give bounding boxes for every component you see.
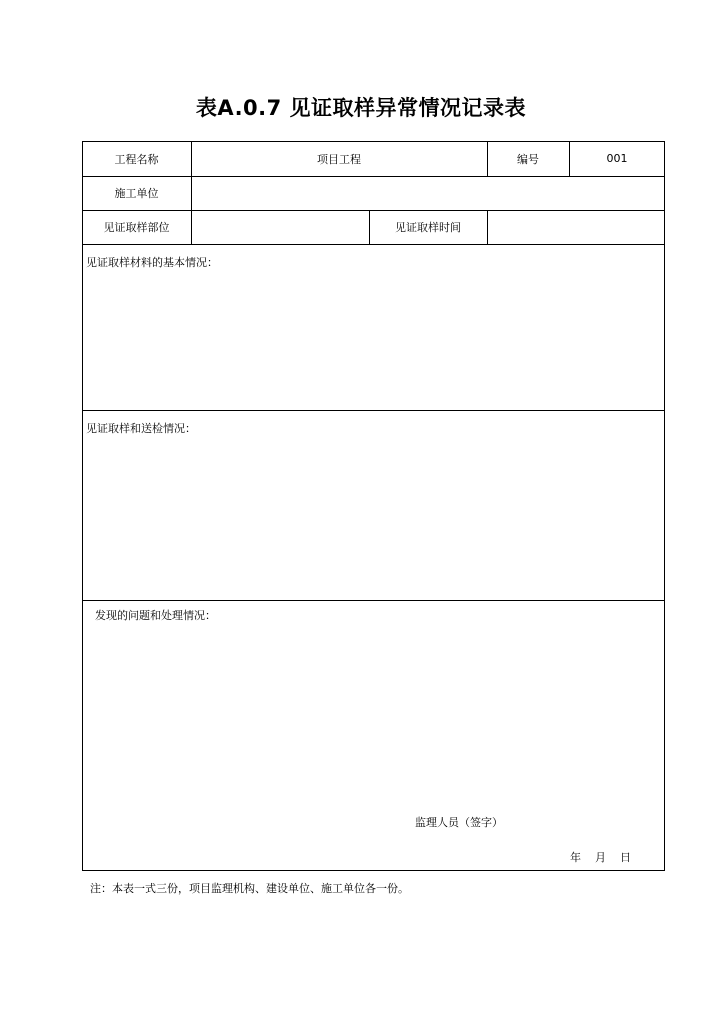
day-label: 日 [620, 851, 631, 864]
year-label: 年 [570, 851, 581, 864]
sampling-location-field[interactable] [191, 210, 369, 244]
construction-unit-label: 施工单位 [114, 187, 159, 200]
problems-label: 发现的问题和处理情况： [95, 609, 216, 622]
basic-info-label: 见证取样材料的基本情况： [86, 256, 218, 269]
number-label: 编号 [517, 152, 539, 166]
record-table [82, 141, 665, 871]
sampling-time-label: 见证取样时间 [395, 221, 461, 234]
construction-unit-field[interactable] [191, 176, 665, 210]
row-divider [82, 244, 665, 245]
page-title: 表A.0.7 见证取样异常情况记录表 [195, 96, 527, 120]
project-name-label: 工程名称 [114, 152, 159, 166]
sampling-delivery-label: 见证取样和送检情况： [86, 422, 196, 435]
month-label: 月 [595, 851, 606, 864]
section-divider [82, 410, 665, 411]
section-divider [82, 600, 665, 601]
supervisor-signature-label: 监理人员（签字） [415, 816, 503, 829]
sampling-time-field[interactable] [487, 210, 665, 244]
number-field[interactable]: 001 [606, 152, 628, 165]
sampling-location-label: 见证取样部位 [103, 221, 170, 234]
footer-note: 注：本表一式三份，项目监理机构、建设单位、施工单位各一份。 [90, 882, 409, 895]
project-name-field[interactable]: 项目工程 [317, 152, 361, 166]
